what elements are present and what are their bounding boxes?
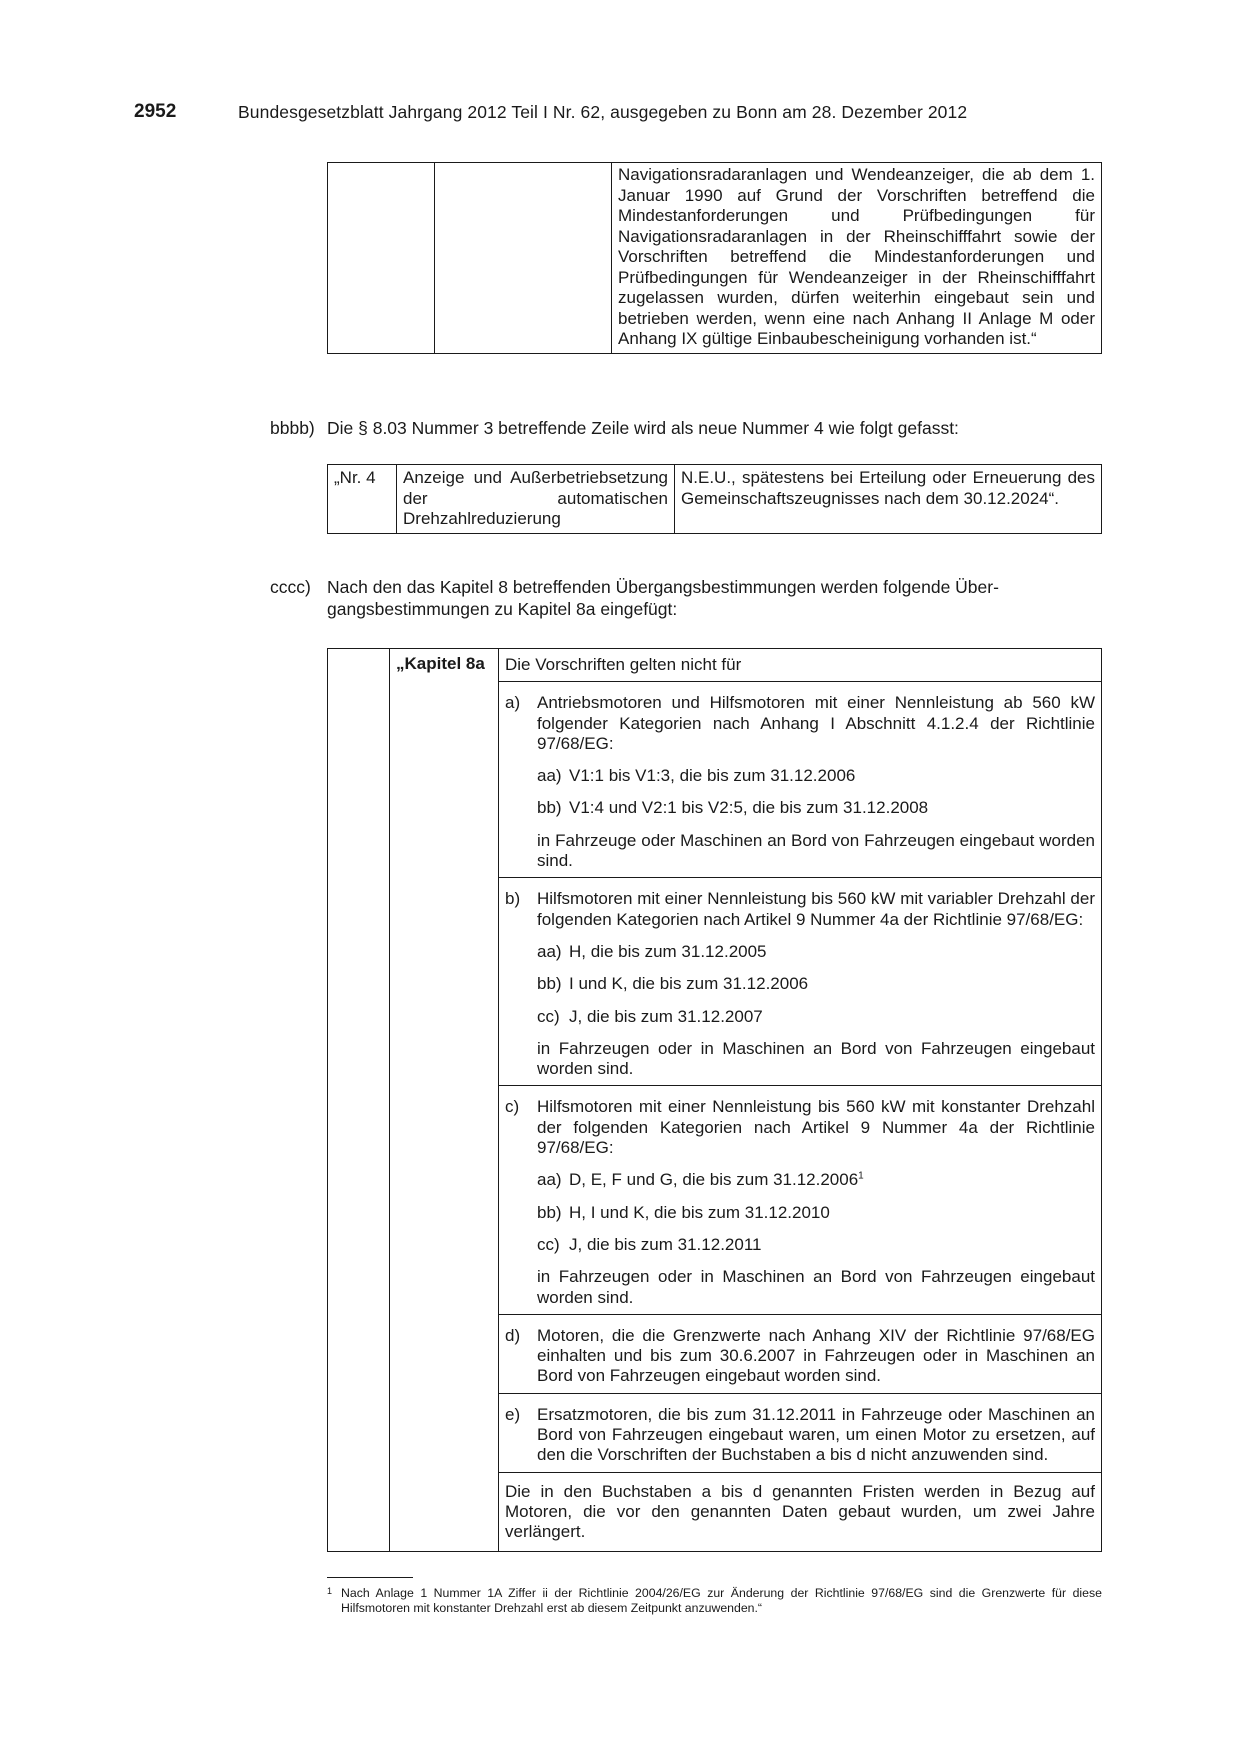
- kapitel-item-c-aa-text: D, E, F und G, die bis zum 31.12.2006: [569, 1170, 859, 1190]
- kapitel-item-a-text: Antriebsmotoren und Hilfsmotoren mit einer Nennleistung ab 560 kW folgender Kategorien nach Anhang I Abschnitt 4.1.2.4 der Richtlinie 97/68/EG:: [537, 693, 1095, 753]
- kapitel-item-b-cc-label: cc): [537, 1006, 560, 1026]
- item-cccc-label: cccc): [270, 577, 311, 597]
- kapitel-item-a-aa: [537, 766, 1095, 786]
- kapitel-item-c: [505, 1097, 1095, 1307]
- table-kapitel-8a: [327, 648, 1102, 1552]
- kapitel-table-col1: [328, 649, 390, 1552]
- kapitel-item-a-bb-text: V1:4 und V2:1 bis V2:5, die bis zum 31.12.2008: [569, 798, 929, 818]
- kapitel-item-b-bb-label: bb): [537, 974, 562, 994]
- continued-table-text: Navigationsradaranlagen und Wendeanzeiger, die ab dem 1. Januar 1990 auf Grund der Vorschriften betreffend die Mindestanforderungen und Prüfbedingungen für Navigationsradaranlagen in der Rheinschifffahrt sowie der Vorschriften betreffend die Mindestanforderungen und Prüfbedingungen für Wendeanzeiger in der Rheinschifffahrt zugelassen wurden, dürfen weiterhin eingebaut sein und betrieben werden, wenn eine nach Anhang II Anlage M oder Anhang IX gültige Einbaubescheinigung vorhanden ist.“: [612, 163, 1102, 354]
- kapitel-item-c-closing: in Fahrzeugen oder in Maschinen an Bord von Fahrzeugen eingebaut worden sind.: [537, 1267, 1095, 1307]
- footnote-separator: [327, 1577, 413, 1578]
- kapitel-item-b-cc: [537, 1007, 1095, 1027]
- continued-table: [327, 162, 1102, 354]
- kapitel-item-b-bb-text: I und K, die bis zum 31.12.2006: [569, 974, 809, 994]
- continued-table-col1: [328, 163, 435, 354]
- kapitel-item-c-bb: [537, 1203, 1095, 1223]
- kapitel-item-c-aa: [537, 1170, 1095, 1190]
- item-cccc: [270, 577, 1102, 621]
- kapitel-item-a: [505, 693, 1095, 871]
- kapitel-item-a-bb-label: bb): [537, 798, 562, 818]
- kapitel-item-c-bb-text: H, I und K, die bis zum 31.12.2010: [569, 1202, 830, 1222]
- kapitel-item-e: [505, 1405, 1095, 1466]
- kapitel-item-c-aa-label: aa): [537, 1170, 562, 1190]
- item-bbbb-label: bbbb): [270, 418, 315, 438]
- kapitel-item-b: [505, 889, 1095, 1079]
- kapitel-item-d: [505, 1326, 1095, 1387]
- table-nr4: [327, 464, 1102, 534]
- kapitel-heading: „Kapitel 8a: [390, 649, 499, 1552]
- kapitel-item-a-label: a): [505, 693, 521, 713]
- kapitel-final-paragraph: Die in den Buchstaben a bis d genannten Fristen werden in Bezug auf Motoren, die vor den genannten Daten gebaut wurden, um zwei Jahre verlängert.: [505, 1481, 1095, 1542]
- kapitel-item-b-text: Hilfsmotoren mit einer Nennleistung bis 560 kW mit variabler Drehzahl der folgenden Kategorien nach Artikel 9 Nummer 4a der Richtlinie 97/68/EG:: [537, 889, 1095, 929]
- kapitel-content: [499, 649, 1102, 1552]
- page-header-title: Bundesgesetzblatt Jahrgang 2012 Teil I Nr. 62, ausgegeben zu Bonn am 28. Dezember 2012: [238, 102, 968, 122]
- footnote-mark: 1: [327, 1586, 333, 1596]
- kapitel-item-a-aa-text: V1:1 bis V1:3, die bis zum 31.12.2006: [569, 766, 856, 786]
- kapitel-item-c-cc-text: J, die bis zum 31.12.2011: [569, 1234, 762, 1254]
- item-cccc-line1: Nach den das Kapitel 8 betreffenden Übergangsbestimmungen werden folgende Über-: [327, 577, 999, 597]
- table-nr4-description: Anzeige und Außerbetriebsetzung der automatischen Drehzahlreduzierung: [397, 465, 675, 534]
- item-bbbb-text: Die § 8.03 Nummer 3 betreffende Zeile wird als neue Nummer 4 wie folgt gefasst:: [327, 418, 959, 438]
- kapitel-item-d-label: d): [505, 1325, 521, 1345]
- kapitel-item-b-aa-label: aa): [537, 941, 562, 961]
- kapitel-item-a-closing: in Fahrzeuge oder Maschinen an Bord von Fahrzeugen eingebaut worden sind.: [537, 830, 1095, 871]
- kapitel-item-b-bb: [537, 974, 1095, 994]
- kapitel-item-a-bb: [537, 798, 1095, 818]
- kapitel-item-a-aa-label: aa): [537, 766, 562, 786]
- kapitel-item-b-cc-text: J, die bis zum 31.12.2007: [569, 1006, 763, 1026]
- kapitel-item-c-label: c): [505, 1097, 520, 1117]
- table-nr4-deadline: N.E.U., spätestens bei Erteilung oder Erneuerung des Gemeinschaftszeugnisses nach dem 30.12.2024“.: [675, 465, 1102, 534]
- kapitel-item-b-aa: [537, 942, 1095, 962]
- kapitel-item-e-text: Ersatzmotoren, die bis zum 31.12.2011 in Fahrzeuge oder Maschinen an Bord von Fahrzeugen eingebaut waren, um einen Motor zu ersetzen, auf den die Vorschriften der Buchstaben a bis d nicht anzuwenden sind.: [537, 1404, 1095, 1465]
- kapitel-item-b-label: b): [505, 889, 521, 909]
- kapitel-item-d-text: Motoren, die die Grenzwerte nach Anhang XIV der Richtlinie 97/68/EG einhalten und bis zum 30.6.2007 in Fahrzeugen oder in Maschinen an Bord von Fahrzeugen eingebaut worden sind.: [537, 1325, 1095, 1386]
- footnote-reference: 1: [858, 1170, 864, 1182]
- kapitel-item-e-label: e): [505, 1404, 521, 1424]
- kapitel-item-b-closing: in Fahrzeugen oder in Maschinen an Bord von Fahrzeugen eingebaut worden sind.: [537, 1038, 1095, 1079]
- footnote-text: Nach Anlage 1 Nummer 1A Ziffer ii der Richtlinie 2004/26/EG zur Änderung der Richtlinie 97/68/EG sind die Grenzwerte für diese Hilfsmotoren mit konstanter Drehzahl erst ab diesem Zeitpunkt anzuwenden.“: [341, 1586, 1102, 1615]
- kapitel-item-c-cc: [537, 1235, 1095, 1255]
- kapitel-item-c-text: Hilfsmotoren mit einer Nennleistung bis 560 kW mit konstanter Drehzahl der folgenden Kategorien nach Artikel 9 Nummer 4a der Richtlinie 97/68/EG:: [537, 1097, 1095, 1158]
- table-nr4-number: „Nr. 4: [328, 465, 397, 534]
- item-cccc-line2: gangsbestimmungen zu Kapitel 8a eingefügt:: [327, 599, 678, 619]
- kapitel-item-c-cc-label: cc): [537, 1234, 560, 1254]
- kapitel-item-b-aa-text: H, die bis zum 31.12.2005: [569, 941, 767, 961]
- kapitel-item-c-bb-label: bb): [537, 1202, 562, 1222]
- kapitel-intro: Die Vorschriften gelten nicht für: [505, 655, 742, 674]
- page-number: 2952: [134, 101, 177, 122]
- continued-table-col2: [435, 163, 612, 354]
